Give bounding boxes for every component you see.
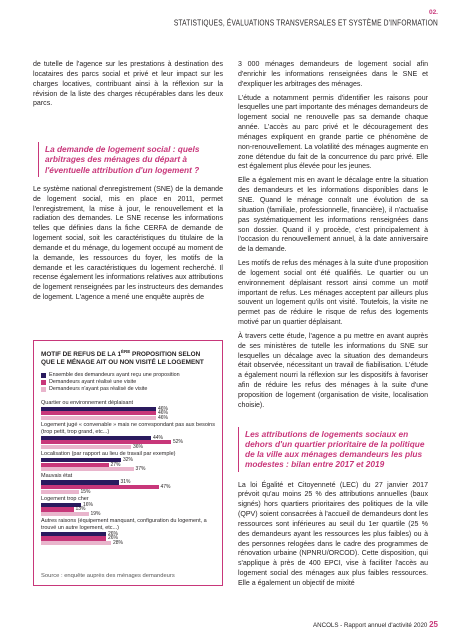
bar-value-label: 46% [158,414,169,421]
legend-item: Demandeurs n'ayant pas réalisé de visite [41,386,215,393]
bar-value-label: 32% [123,456,134,463]
bar-value-label: 28% [113,539,124,546]
paragraph: Elle a également mis en avant le décalage entre la situation des demandeurs et les informations disponibles dans le SNE. Quand le ménage connaît une évolution de sa situation (familiale, professionnelle, financière), il n'actualise pas systématiquement les informations renseignées dans son dossier. Quand il y procède, c'est principalement à l'occasion du renouvellement annuel, à la date anniversaire de la demande. [238,177,428,254]
category-label: Mauvais état [41,473,73,480]
bar-row [41,445,215,449]
bar-row [41,512,215,516]
bar-row [41,416,215,420]
bar-value-label: 37% [135,466,146,473]
page-footer: ANCOLS - Rapport annuel d'activité 2020 25 [313,620,438,629]
bar-value-label: 19% [90,510,101,517]
category-label: Logement trop cher [41,495,89,502]
bar-value-label: 52% [173,439,184,446]
paragraph: La loi Égalité et Citoyenneté (LEC) du 27 janvier 2017 prévoit qu'au moins 25 % des attributions annuelles (baux signés) hors quartiers prioritaires des politiques de la ville (QPV) soient consacrées à l'accueil de demandeurs dont les ressources sont inférieures au seuil du 1er quartile (25 % des demandeurs ayant les ressources les plus faibles) ou à des personnes relogées dans le cadre des programmes de rénovation urbaine (NPNRU/ORCOD). Cette disposition, qui s'applique à près de 400 EPCI, vise à faciliter l'accès au logement social des ménages aux plus faibles ressources. Elle a également un objectif de mixité [238,481,428,587]
bar-value-label: 13% [75,506,86,513]
bar-value-label: 15% [80,488,91,495]
bar-row [41,541,215,545]
paragraph: À travers cette étude, l'agence a pu mettre en avant auprès de ses ministères de tutelle les informations du SNE sur lesquelles un décalage avec la situation des demandeurs était observée, nécessitant un travail de fiabilisation. L'étude a également nourri la réflexion sur les dispositifs à favoriser afin de réduire les refus des ménages à la suite d'une proposition de logement (organisation de visite, localisation choisie). [238,332,428,409]
paragraph: 3 000 ménages demandeurs de logement social afin d'enrichir les informations renseignées dans le SNE et d'expliquer les arbitrages des ménages. [238,61,428,88]
paragraph: de tutelle de l'agence sur les prestations à destination des locataires des parcs social et privé et leur impact sur les charges locatives, contribuant ainsi à la réflexion sur la révision de la liste des charges récupérables dans les deux parcs. [33,61,223,108]
paragraph: Les motifs de refus des ménages à la suite d'une proposition de logement social ont été qualifiés. Le quartier ou un environnement déplaisant ressort ainsi comme un motif important de refus. Les ménages acceptent par ailleurs plus souvent un logement qu'ils ont visité. Toutefois, la visite ne permet pas de réduire le risque de refus des logements motivé par un quartier déplaisant. [238,260,428,327]
bar-value-label: 16% [83,501,94,508]
legend-swatch [41,387,46,392]
chart-source: Source : enquête auprès des ménages demandeurs [41,573,175,579]
chart-box [33,340,223,586]
category-label: Autres raisons (équipement manquant, configuration du logement, a trouvé un autre logement, etc...) [41,518,207,531]
bar-value-label: 44% [153,434,164,441]
legend-item: Demandeurs ayant réalisé une visite [41,379,215,386]
bar-value-label: 31% [120,479,131,486]
paragraph: Le système national d'enregistrement (SNE) de la demande de logement social, mis en place en 2011, permet l'enregistrement, la mise à jour, le renouvellement et la radiation des demandes. Le SNE recense les informations telles que définies dans la fiche CERFA de demande de logement social, soit les caractéristiques du titulaire de la demande et du ménage, du logement occupé au moment de la demande, les ressources du foyer, les motifs de la demande et les caractéristiques du logement recherché. Il recense également les informations relatives aux attributions de logement renseignées par les instructeurs des demandes de logement. L'agence a mené une enquête auprès de [33,185,223,302]
category-label: Logement jugé « convenable » mais ne correspondant pas aux besoins (trop petit, trop grand, etc...) [41,422,215,435]
bar [41,467,134,471]
bar-value-label: 26% [108,530,119,537]
chart-plot [41,400,215,545]
chart-legend [41,372,215,392]
bar-value-label: 47% [160,483,171,490]
chart-title: MOTIF DE REFUS DE LA 1ÈRE PROPOSITION SELON QUE LE MÉNAGE AIT OU NON VISITÉ LE LOGEMENT [41,349,204,366]
bar [41,416,156,420]
left-column [33,60,223,307]
paragraph: L'étude a notamment permis d'identifier les raisons pour lesquelles une part importante des ménages demandeurs de logement social ne renouvelle pas sa demande chaque année. L'accès au parc privé et le découragement des ménages expliquent en grande partie ce phénomène de non-renouvellement. La volatilité des ménages augmente en zone détendue du fait de la concurrence du parc privé. Elle est également plus élevée pour les jeunes. [238,94,428,171]
category-label: Quartier ou environnement déplaisant [41,399,134,406]
bar [41,541,111,545]
bar-row [41,467,215,471]
bar [41,490,79,494]
callout-heading: La demande de logement social : quels arbitrages des ménages du départ à l'éventuelle attribution d'un logement ? [38,142,223,177]
bar [41,445,131,449]
legend-swatch [41,373,46,378]
callout-heading: Les attributions de logements sociaux en dehors d'un quartier prioritaire de la politique de la ville aux ménages demandeurs les plus modestes : bilan entre 2017 et 2019 [238,427,428,472]
bar-value-label: 27% [110,461,121,468]
bar-value-label: 46% [158,405,169,412]
category-label: Localisation (par rapport au lieu de travail par exemple) [41,451,176,458]
legend-item: Ensemble des demandeurs ayant reçu une proposition [41,372,215,379]
bar-row [41,490,215,494]
page-number: 25 [429,620,438,629]
section-number: 02. [428,9,438,16]
bar [41,512,89,516]
bar-value-label: 36% [133,443,144,450]
bar-value-label: 46% [158,410,169,417]
bar-value-label: 26% [108,535,119,542]
section-title: STATISTIQUES, ÉVALUATIONS TRANSVERSALES ET SYSTÈME D'INFORMATION [173,19,438,28]
legend-swatch [41,380,46,385]
right-column [238,60,428,593]
